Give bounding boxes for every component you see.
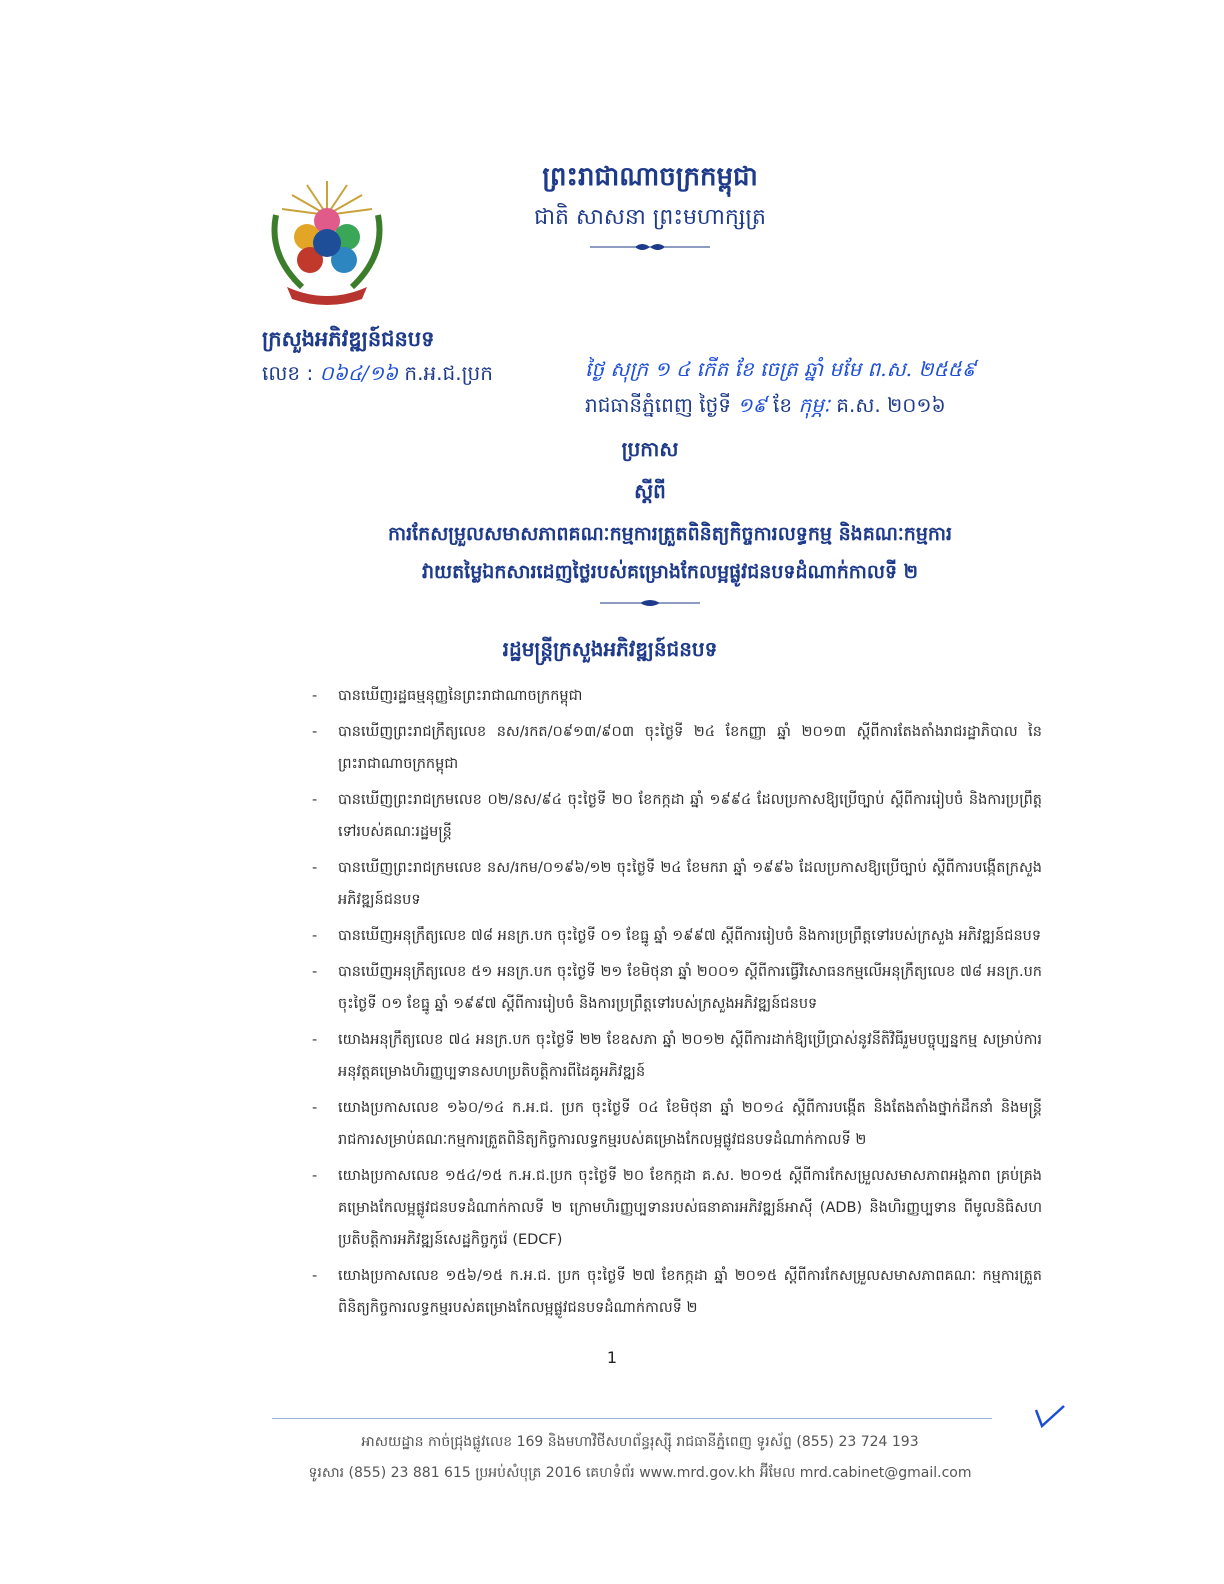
solar-date-prefix: រាជធានីភ្នំពេញ ថ្ងៃទី	[585, 393, 732, 417]
footer-address: អាសយដ្ឋាន កាច់ជ្រុងផ្លូវលេខ 169 និងមហាវិថីសហព័ន្ធរុស្ស៊ី រាជធានីភ្នំពេញ ទូរស័ព្ទ (855) 23 724 193	[361, 1434, 919, 1450]
subject-line-2: វាយតម្លៃឯកសារដេញថ្លៃរបស់គម្រោងកែលម្អផ្លូវជនបទដំណាក់កាលទី ២	[421, 561, 919, 583]
reference-number	[262, 360, 522, 390]
subject-title	[300, 515, 1040, 591]
ornament-small	[600, 597, 700, 609]
list-item: - បានឃើញព្រះរាជក្រឹត្យលេខ នស/រកត/០៩១៣/៩០៣ ចុះថ្ងៃទី ២៤ ខែកញ្ញា ឆ្នាំ ២០១៣ ស្តីពីការតែងតាំងរាជរដ្ឋាភិបាល នៃព្រះរាជាណាចក្រកម្ពុជា	[312, 716, 1042, 780]
subject-line-1: ការកែសម្រួលសមាសភាពគណៈកម្មការត្រួតពិនិត្យកិច្ចការលទ្ធកម្ម និងគណៈកម្មការ	[388, 523, 952, 545]
lunar-date: ថ្ងៃ សុក្រ ១ ៤ កើត ខែ ចេត្រ ឆ្នាំ មមែ ព.ស. ២៥៥៩	[585, 357, 976, 381]
kingdom-title: ព្រះរាជាណាចក្រកម្ពុជា	[542, 162, 758, 192]
minister-heading: រដ្ឋមន្ត្រីក្រសួងអភិវឌ្ឍន៍ជនបទ	[502, 637, 718, 661]
ministry-name: ក្រសួងអភិវឌ្ឍន៍ជនបទ	[262, 327, 435, 351]
solar-month-label: ខែ	[773, 393, 793, 417]
list-item: - យោងអនុក្រឹត្យលេខ ៧៤ អនក្រ.បក ចុះថ្ងៃទី ២២ ខែឧសភា ឆ្នាំ ២០១២ ស្តីពីការដាក់ឱ្យប្រើប្រាស់នូវនីតិវិធីរួមបច្ចុប្បន្នកម្ម សម្រាប់ការអនុវត្តគម្រោងហិរញ្ញប្បទានសហប្រតិបត្តិការពីដៃគូអភិវឌ្ឍន៍	[312, 1024, 1042, 1088]
ref-label: លេខ :	[262, 361, 314, 385]
solar-day: ១៩	[737, 393, 767, 417]
solar-year: គ.ស. ២០១៦	[836, 393, 946, 417]
national-motto: ជាតិ សាសនា ព្រះមហាក្សត្រ	[534, 205, 766, 230]
ref-suffix: ក.អ.ជ.ប្រក	[404, 361, 493, 385]
ministry-emblem-logo	[262, 175, 392, 310]
solar-month: កុម្ភៈ	[798, 393, 830, 417]
ref-value: ០៦៤/១៦	[319, 361, 399, 385]
document-type-heading: ប្រកាស	[621, 437, 679, 461]
solar-date	[585, 392, 1105, 422]
list-item: - យោងប្រកាសលេខ ១៥៤/១៥ ក.អ.ជ.ប្រក ចុះថ្ងៃទី ២០ ខែកក្កដា គ.ស. ២០១៥ ស្តីពីការកែសម្រួលសមាសភាពអង្គភាព គ្រប់គ្រងគម្រោងកែលម្អផ្លូវជនបទដំណាក់កាលទី ២ ក្រោមហិរញ្ញប្បទានរបស់ធនាគារអភិវឌ្ឍន៍អាស៊ី (ADB) និងហិរញ្ញប្បទាន ពីមូលនិធិសហប្រតិបត្តិការអភិវឌ្ឍន៍សេដ្ឋកិច្ចកូរ៉េ (EDCF)	[312, 1160, 1042, 1256]
list-item: - បានឃើញរដ្ឋធម្មនុញ្ញនៃព្រះរាជាណាចក្រកម្ពុជា	[312, 680, 1042, 712]
about-heading: ស្តីពី	[634, 479, 666, 503]
list-item: - បានឃើញអនុក្រឹត្យលេខ ៥១ អនក្រ.បក ចុះថ្ងៃទី ២១ ខែមិថុនា ឆ្នាំ ២០០១ ស្តីពីការធ្វើវិសោធនកម្មលើអនុក្រឹត្យលេខ ៧៨ អនក្រ.បក ចុះថ្ងៃទី ០១ ខែធ្នូ ឆ្នាំ ១៩៩៧ ស្តីពីការរៀបចំ និងការប្រព្រឹត្តទៅរបស់ក្រសួងអភិវឌ្ឍន៍ជនបទ	[312, 956, 1042, 1020]
list-item: - បានឃើញអនុក្រឹត្យលេខ ៧៨ អនក្រ.បក ចុះថ្ងៃទី ០១ ខែធ្នូ ឆ្នាំ ១៩៩៧ ស្តីពីការរៀបចំ និងការប្រព្រឹត្តទៅរបស់ក្រសួង អភិវឌ្ឍន៍ជនបទ	[312, 920, 1042, 952]
ornament-divider	[590, 240, 710, 254]
list-item: - បានឃើញព្រះរាជក្រមលេខ ០២/នស/៩៤ ចុះថ្ងៃទី ២០ ខែកក្កដា ឆ្នាំ ១៩៩៤ ដែលប្រកាសឱ្យប្រើច្បាប់ ស្តីពីការរៀបចំ និងការប្រព្រឹត្តទៅរបស់គណៈរដ្ឋមន្ត្រី	[312, 784, 1042, 848]
list-item: - យោងប្រកាសលេខ ១៦០/១៤ ក.អ.ជ. ប្រក ចុះថ្ងៃទី ០៤ ខែមិថុនា ឆ្នាំ ២០១៤ ស្តីពីការបង្កើត និងតែងតាំងថ្នាក់ដឹកនាំ និងមន្ត្រីរាជការសម្រាប់គណៈកម្មការត្រួតពិនិត្យកិច្ចការលទ្ធកម្មរបស់គម្រោងកែលម្អផ្លូវជនបទដំណាក់កាលទី ២	[312, 1092, 1042, 1156]
list-item: - យោងប្រកាសលេខ ១៥៦/១៥ ក.អ.ជ. ប្រក ចុះថ្ងៃទី ២៧ ខែកក្កដា ឆ្នាំ ២០១៥ ស្តីពីការកែសម្រួលសមាសភាពគណៈ កម្មការត្រួតពិនិត្យកិច្ចការលទ្ធកម្មរបស់គម្រោងកែលម្អផ្លូវជនបទដំណាក់កាលទី ២	[312, 1260, 1042, 1324]
legal-basis-list	[312, 680, 1042, 1328]
footer-contact: ទូរសារ (855) 23 881 615 ប្រអប់សំបុត្រ 2016 គេហទំព័រ www.mrd.gov.kh អ៊ីមែល mrd.cabinet@gmail.com	[308, 1465, 972, 1481]
list-item: - បានឃើញព្រះរាជក្រមលេខ នស/រកម/០១៩៦/១២ ចុះថ្ងៃទី ២៤ ខែមករា ឆ្នាំ ១៩៩៦ ដែលប្រកាសឱ្យប្រើច្បាប់ ស្តីពីការបង្កើតក្រសួងអភិវឌ្ឍន៍ជនបទ	[312, 852, 1042, 916]
page-number: 1	[606, 1348, 618, 1367]
footer-divider	[272, 1418, 992, 1419]
check-mark-icon	[1030, 1402, 1070, 1430]
